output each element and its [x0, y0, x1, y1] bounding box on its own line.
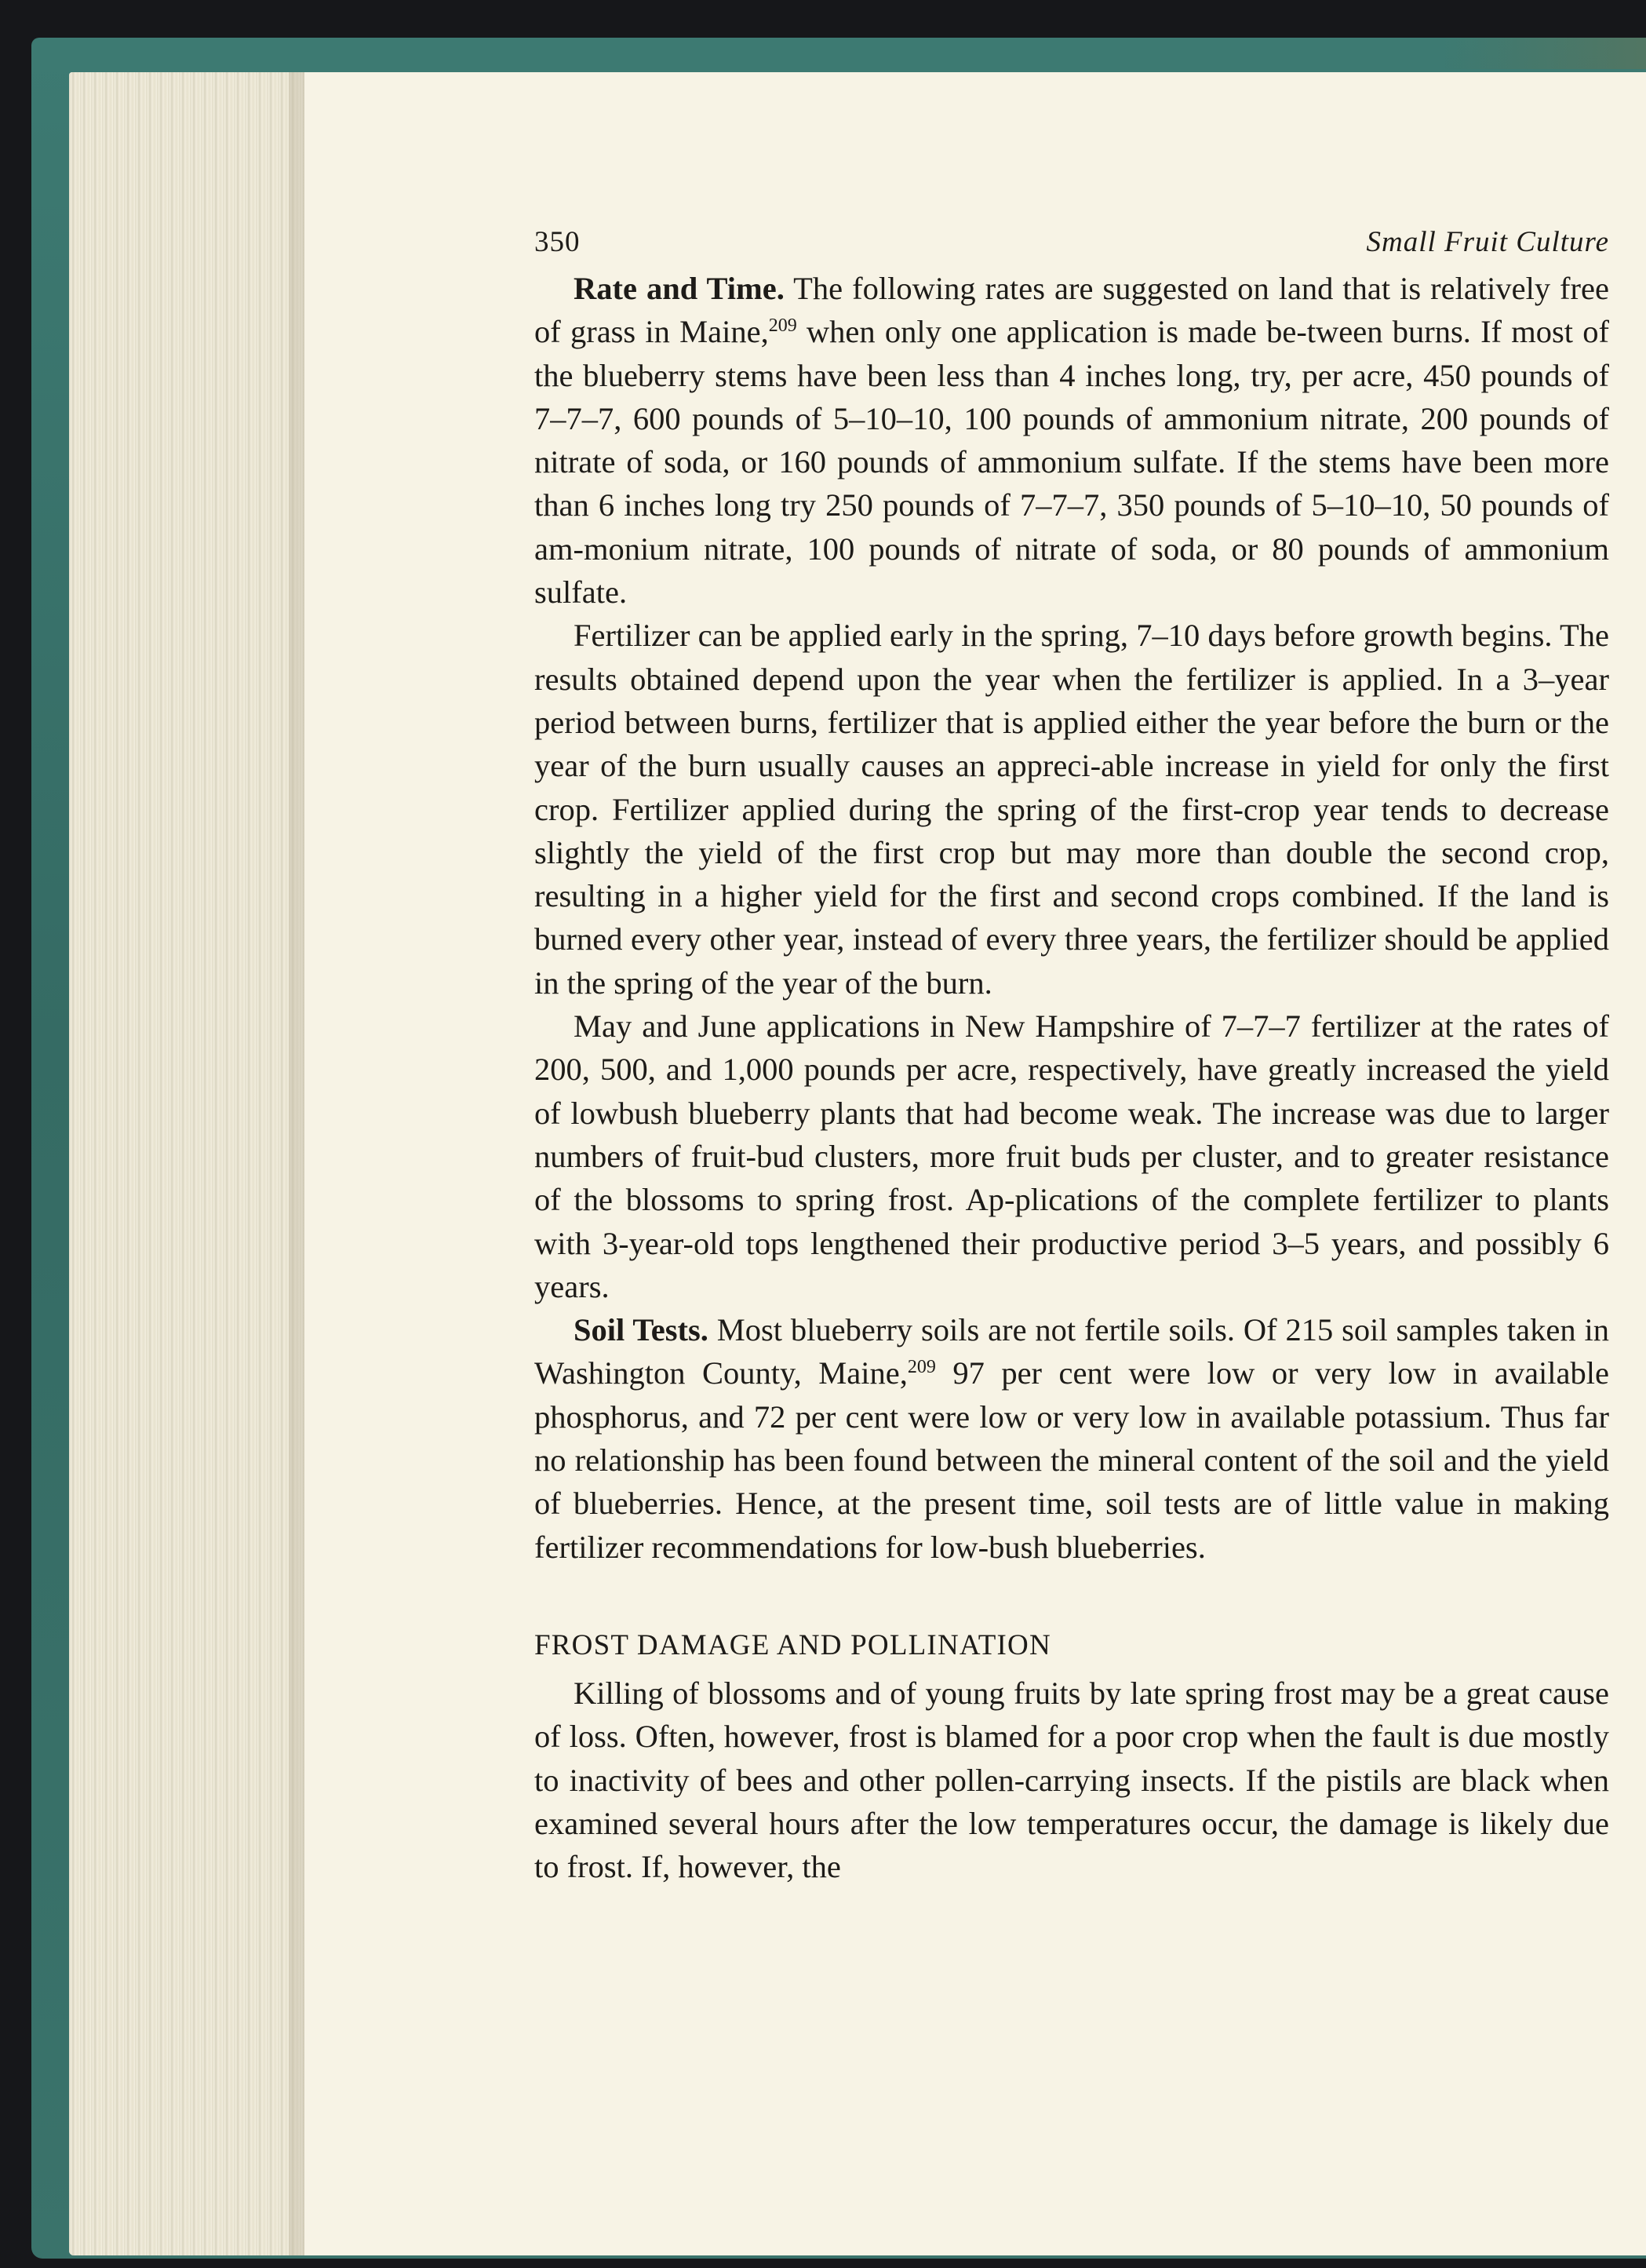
run-in-heading: Soil Tests.	[574, 1312, 708, 1348]
paragraph-frost-damage: Killing of blossoms and of young fruits by late spring frost may be a great cause of loss. Often, however, frost is blamed for a poor crop when the fault is due mostly to inactivity of bees and other pollen-carrying insects. If the pistils are black when examined several hours after the low temperatures occur, the damage is likely due to frost. If, however, the	[534, 1675, 1609, 1885]
paragraph-text: The following rates are suggested on land that is relatively free of grass in Maine,	[534, 271, 1609, 350]
paragraph-text: Most blueberry soils are not fertile soils. Of 215 soil samples taken in Washington County, Maine,	[534, 1312, 1610, 1391]
run-in-heading: Rate and Time.	[574, 271, 785, 306]
section-heading: FROST DAMAGE AND POLLINATION	[534, 1628, 1051, 1661]
running-head	[534, 218, 1609, 267]
footnote-ref: 209	[768, 315, 797, 337]
paragraph-text: 97 per cent were low or very low in available phosphorus, and 72 per cent were low or very low in available potassium. Thus far no relationship has been found between the mineral content of the soil and the yield of blueberries. Hence, at the present time, soil tests are of little value in making fertilizer recommendations for low-bush blueberries.	[534, 1355, 1610, 1565]
paragraph-soil-tests	[534, 1308, 1609, 1569]
page-content	[534, 218, 1609, 1888]
page-number: 350	[534, 226, 581, 258]
paragraph-text: when only one application is made be-tween burns. If most of the blueberry stems have been less than 4 inches long, try, per acre, 450 pounds of 7–7–7, 600 pounds of 5–10–10, 100 pounds of ammonium nitrate, 200 pounds of nitrate of soda, or 160 pounds of ammonium sulfate. If the stems have been more than 6 inches long try 250 pounds of 7–7–7, 350 pounds of 5–10–10, 50 pounds of am-monium nitrate, 100 pounds of nitrate of soda, or 80 pounds of ammonium sulfate.	[534, 314, 1609, 611]
paragraph-fertilizer-timing: Fertilizer can be applied early in the spring, 7–10 days before growth begins. The results obtained depend upon the year when the fertilizer is applied. In a 3–year period between burns, fertilizer that is applied either the year before the burn or the year of the burn usually causes an appreci-able increase in yield for only the first crop. Fertilizer applied during the spring of the first-crop year tends to decrease slightly the yield of the first crop but may more than double the second crop, resulting in a higher yield for the first and second crops combined. If the land is burned every other year, instead of every three years, the fertilizer should be applied in the spring of the year of the burn.	[534, 618, 1609, 1001]
paragraph-rate-and-time	[534, 267, 1609, 614]
paragraph-new-hampshire: May and June applications in New Hampshire of 7–7–7 fertilizer at the rates of 200, 500, and 1,000 pounds per acre, respectively, have greatly increased the yield of lowbush blueberry plants that had become weak. The increase was due to larger numbers of fruit-bud clusters, more fruit buds per cluster, and to greater resistance of the blossoms to spring frost. Ap-plications of the complete fertilizer to plants with 3-year-old tops lengthened their productive period 3–5 years, and possibly 6 years.	[534, 1008, 1609, 1304]
running-title: Small Fruit Culture	[1366, 226, 1609, 258]
page-edges	[69, 72, 304, 2255]
footnote-ref: 209	[907, 1357, 936, 1378]
spine-wear	[1442, 38, 1646, 69]
